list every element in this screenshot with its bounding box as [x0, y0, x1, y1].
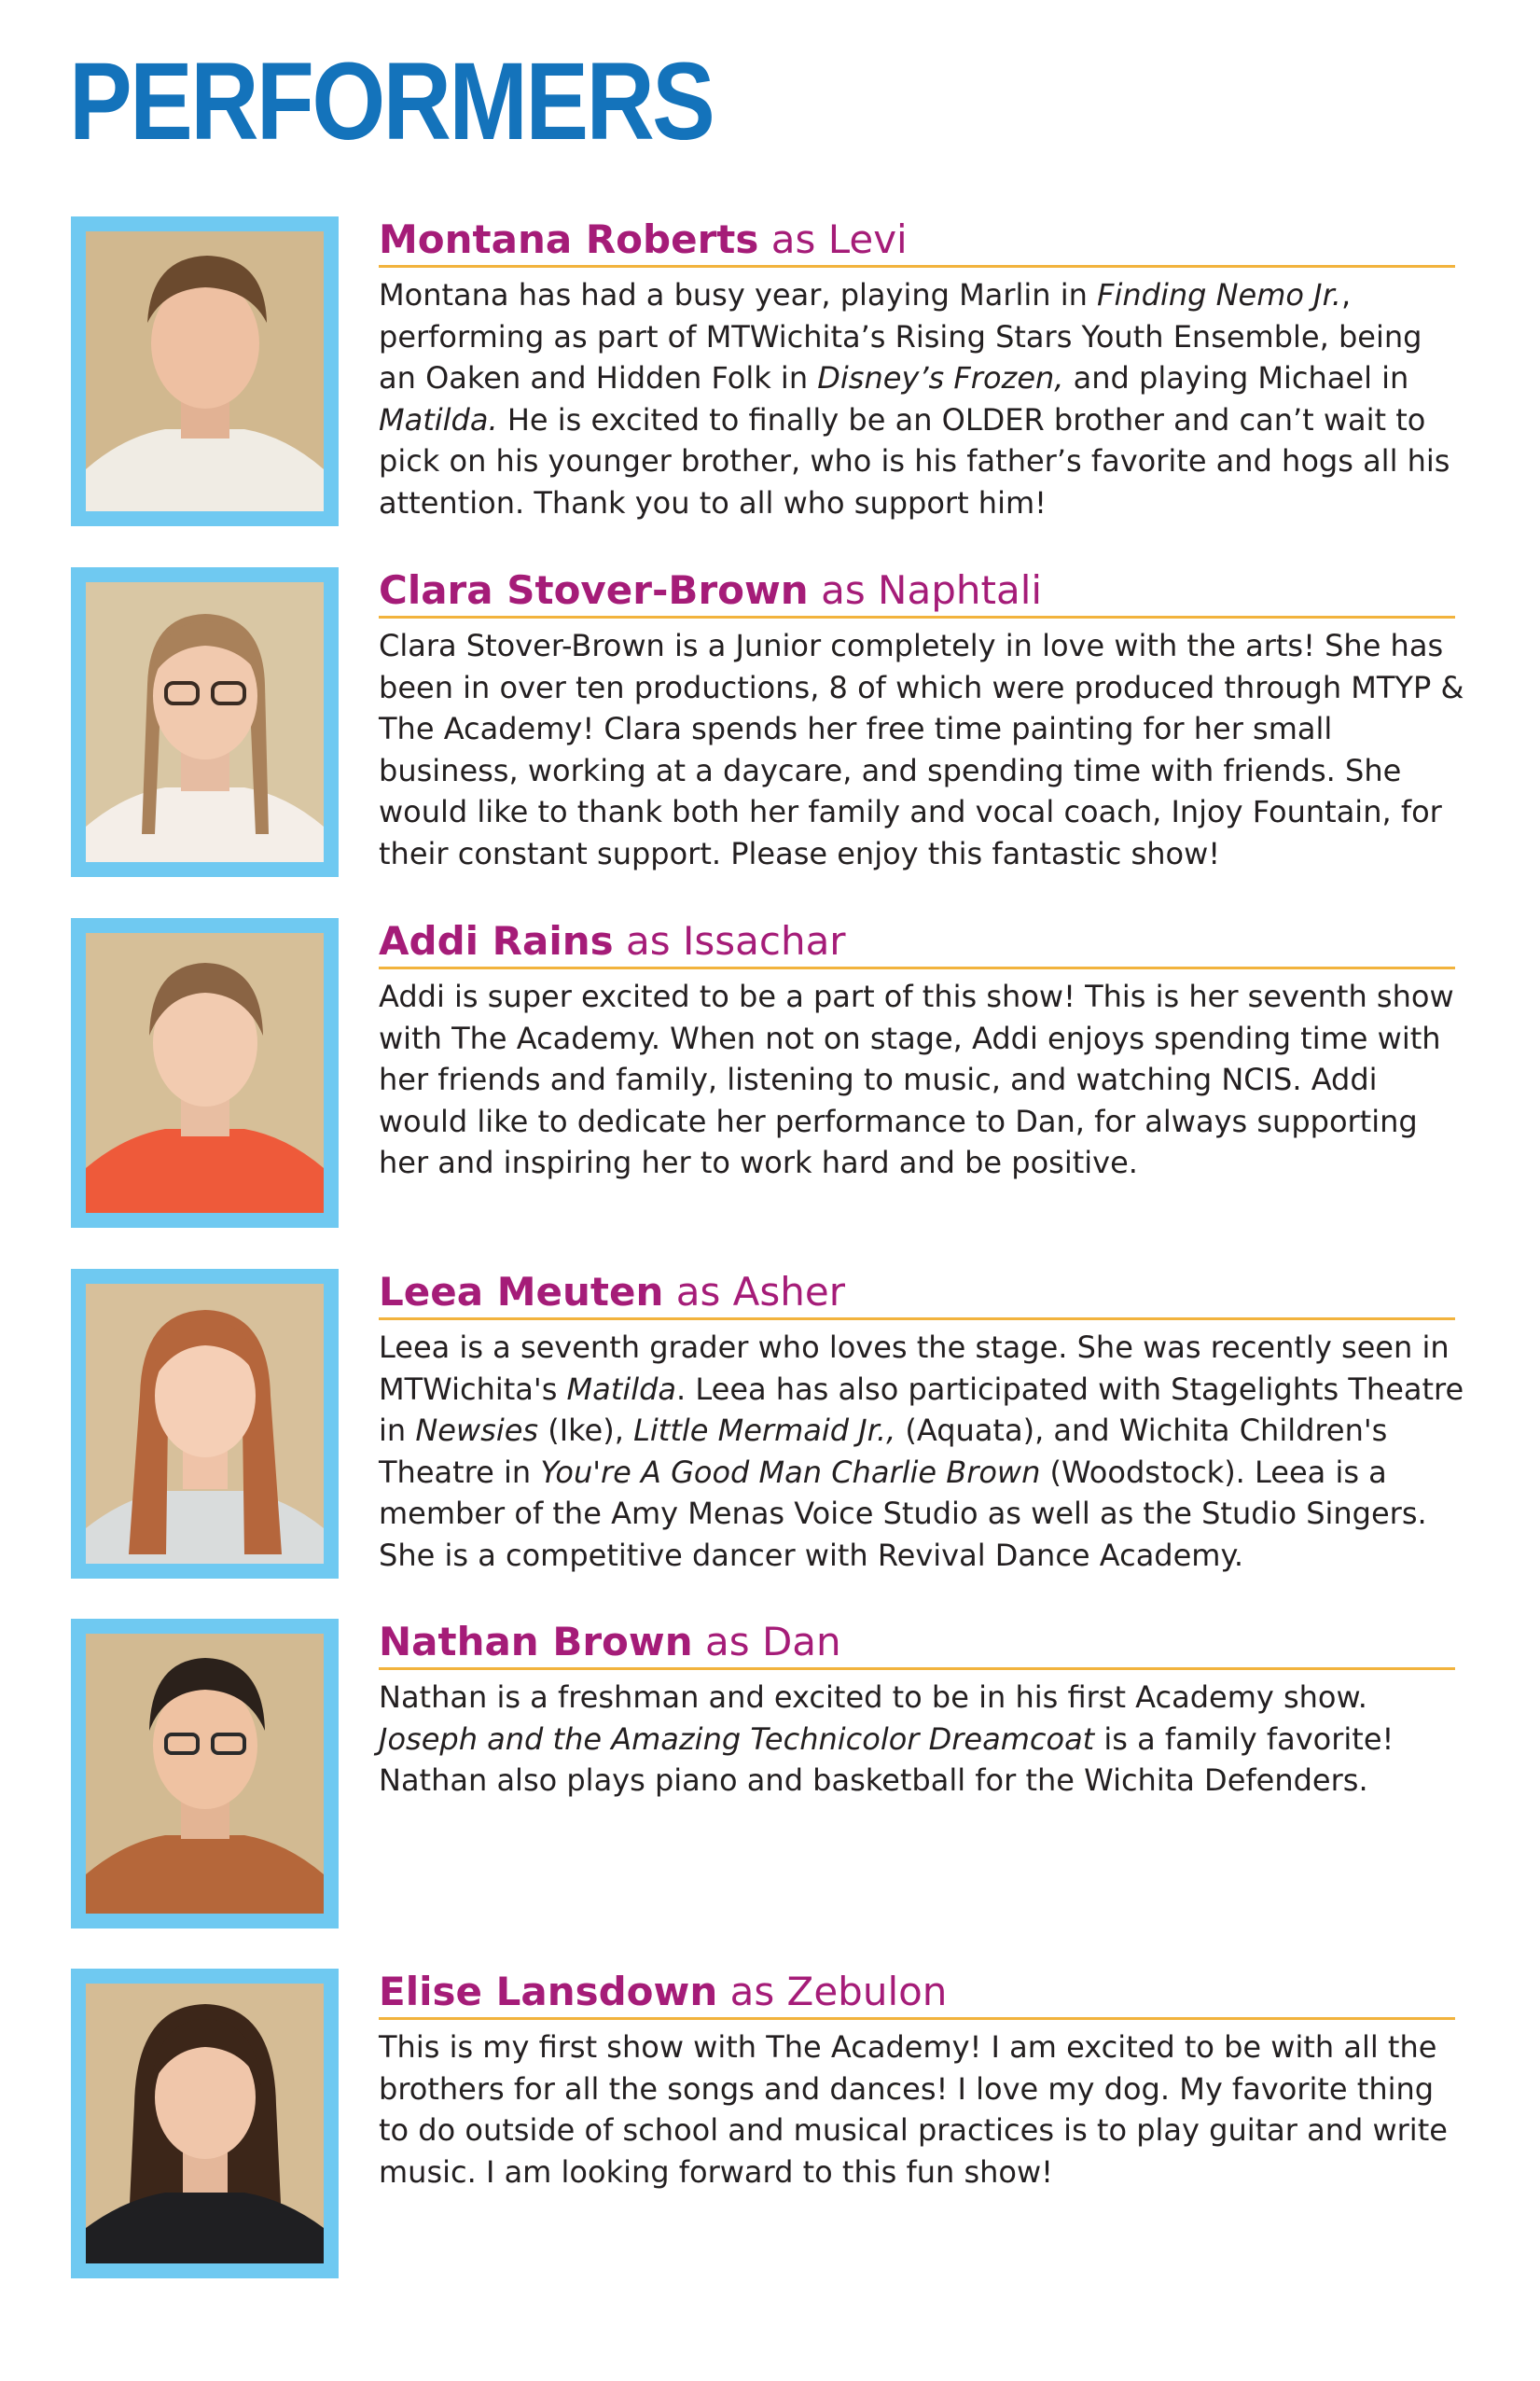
bio-text: (Woodstock). Leea is a member of the Amy Menas Voice Studio as well as the Studio Singers. She is a competitive dancer with Revival Dance Academy.: [379, 1454, 1427, 1573]
performer-role: as Asher: [675, 1269, 846, 1315]
performer-bio: [379, 2026, 1466, 2193]
headshot-photo-nathan-brown: [71, 1619, 339, 1928]
performer-role: as Levi: [770, 216, 908, 262]
performer-entry-clara-stover-brown: [0, 567, 1540, 903]
bio-title-italic: Little Mermaid Jr.,: [633, 1413, 896, 1448]
bio-text: is a family favorite! Nathan also plays piano and basketball for the Wichita Defenders.: [379, 1720, 1394, 1798]
performer-bio: [379, 1677, 1466, 1802]
bio-text: He is excited to finally be an OLDER brother and can’t wait to pick on his younger brother, who is his father’s favorite and hogs all his attention. Thank you to all who support him!: [379, 401, 1450, 521]
performer-heading: [379, 216, 1455, 268]
performer-name: Nathan Brown: [379, 1619, 693, 1664]
headshot-photo-clara-stover-brown: [71, 567, 339, 877]
performer-name: Montana Roberts: [379, 216, 759, 262]
bio-title-italic: Newsies: [415, 1413, 539, 1448]
performer-name: Addi Rains: [379, 918, 614, 964]
bio-text: Montana has had a busy year, playing Marlin in: [379, 277, 1098, 313]
headshot-photo-addi-rains: [71, 918, 339, 1228]
performer-role: as Dan: [704, 1619, 841, 1664]
performer-entry-addi-rains: [0, 918, 1540, 1254]
performer-name: Clara Stover-Brown: [379, 567, 809, 613]
performer-heading: [379, 1619, 1455, 1670]
bio-title-italic: Disney’s Frozen,: [817, 360, 1064, 396]
performer-bio: [379, 976, 1466, 1184]
bio-text: (Aquata), and Wichita Children's Theatre in: [379, 1413, 1388, 1490]
headshot-photo-leea-meuten: [71, 1269, 339, 1579]
performer-heading: [379, 918, 1455, 969]
performer-heading: [379, 567, 1455, 619]
bio-text: Leea is a seventh grader who loves the stage. She was recently seen in MTWichita's: [379, 1330, 1450, 1407]
bio-title-italic: Matilda: [566, 1371, 677, 1407]
bio-text: and playing Michael in: [1063, 360, 1409, 396]
performer-role: as Naphtali: [821, 567, 1043, 613]
bio-title-italic: Matilda.: [379, 401, 498, 438]
performer-role: as Issachar: [626, 918, 846, 964]
page-title: PERFORMERS: [69, 40, 714, 163]
performer-bio: [379, 274, 1466, 523]
bio-text: Clara Stover-Brown is a Junior completely in love with the arts! She has been in over ten productions, 8 of which were produced through MTYP & The Academy! Clara spends her free time painting for her small business, working at a daycare, and spending time with friends. She would like to thank both her family and vocal coach, Injoy Fountain, for their constant support. Please enjoy this fantastic show!: [379, 628, 1464, 871]
bio-text: Addi is super excited to be a part of this show! This is her seventh show with The Academy. When not on stage, Addi enjoys spending time with her friends and family, listening to music, and watching NCIS. Addi would like to dedicate her performance to Dan, for always supporting her and inspiring her to work hard and be positive.: [379, 979, 1454, 1180]
bio-title-italic: Joseph and the Amazing Technicolor Dreamcoat: [379, 1720, 1095, 1757]
bio-text: (Ike),: [538, 1413, 634, 1448]
bio-title-italic: You're A Good Man Charlie Brown: [540, 1454, 1041, 1490]
bio-text: Nathan is a freshman and excited to be in his first Academy show.: [379, 1679, 1367, 1715]
performer-entry-nathan-brown: [0, 1619, 1540, 1955]
performer-heading: [379, 1269, 1455, 1320]
performer-entry-leea-meuten: [0, 1269, 1540, 1605]
bio-text: This is my first show with The Academy! I am excited to be with all the brothers for all the songs and dances! I love my dog. My favorite thing to do outside of school and musical practices is to play guitar and write music. I am looking forward to this fun show!: [379, 2029, 1448, 2190]
performer-role: as Zebulon: [729, 1969, 948, 2014]
bio-title-italic: Finding Nemo Jr.: [1097, 277, 1341, 313]
performer-bio: [379, 625, 1466, 874]
performer-bio: [379, 1327, 1466, 1576]
performer-heading: [379, 1969, 1455, 2020]
bio-text: . Leea has also participated with Stagelights Theatre in: [379, 1371, 1464, 1448]
headshot-photo-montana-roberts: [71, 216, 339, 526]
performer-name: Leea Meuten: [379, 1269, 664, 1315]
bio-text: , performing as part of MTWichita’s Rising Stars Youth Ensemble, being an Oaken and Hidden Folk in: [379, 277, 1422, 396]
performer-name: Elise Lansdown: [379, 1969, 718, 2014]
performer-entry-elise-lansdown: [0, 1969, 1540, 2304]
headshot-photo-elise-lansdown: [71, 1969, 339, 2278]
performer-entry-montana-roberts: [0, 216, 1540, 552]
